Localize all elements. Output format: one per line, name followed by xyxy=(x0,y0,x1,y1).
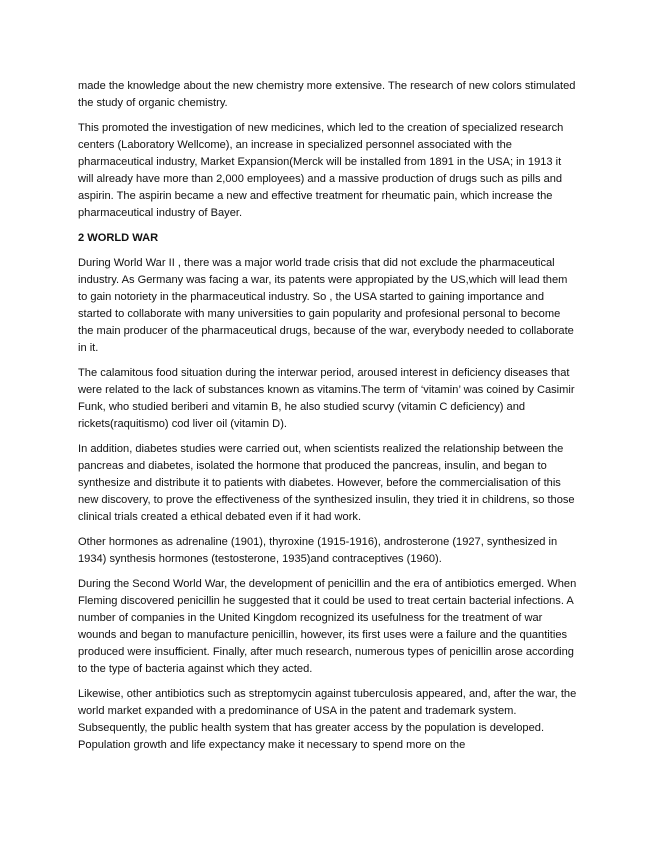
paragraph-diabetes-insulin: In addition, diabetes studies were carried out, when scientists realized the relationship between the pancreas and diabetes, isolated the hormone that produced the pancreas, insulin, and began to synthesize and distribute it to patients with diabetes. However, before the commercialisation of this new discovery, to prove the effectiveness of the synthesized insulin, they tried it in childrens, so those clinical trials created a ethical debated even if it had work. xyxy=(78,443,575,523)
paragraph-medicines-research: This promoted the investigation of new medicines, which led to the creation of specialized research centers (Laboratory Wellcome), an increase in specialized personnel associated with the pharmaceutical industry, Market Expansion(Merck will be installed from 1891 in the USA; in 1913 it will already have more than 2,000 employees) and a massive production of drugs such as pills and aspirin. The aspirin became a new and effective treatment for rheumatic pain, which increase the pharmaceutical industry of Bayer. xyxy=(78,122,564,219)
paragraph-other-hormones: Other hormones as adrenaline (1901), thyroxine (1915-1916), androsterone (1927, synthesized in 1934) synthesis hormones (testosterone, 1935)and contraceptives (1960). xyxy=(78,536,558,565)
section-heading-world-war: 2 WORLD WAR xyxy=(78,232,159,244)
paragraph-antibiotics-market: Likewise, other antibiotics such as streptomycin against tuberculosis appeared, and, after the war, the world market expanded with a predominance of USA in the patent and trademark system. Subsequently, the public health system that has greater access by the population is developed. Population growth and life expectancy make it necessary to spend more on the xyxy=(78,688,577,751)
paragraph-chemistry-colors: made the knowledge about the new chemistry more extensive. The research of new colors stimulated the study of organic chemistry. xyxy=(78,80,576,109)
paragraph-world-war-ii: During World War II , there was a major world trade crisis that did not exclude the pharmaceutical industry. As Germany was facing a war, its patents were appropiated by the US,which will lead them to gain notoriety in the pharmaceutical industry. So , the USA started to gaining importance and started to collaborate with many universities to gain popularity and profesional personal to become the main producer of the pharmaceutical drugs, because of the war, everybody needed to collaborate in it. xyxy=(78,257,574,354)
paragraph-penicillin: During the Second World War, the development of penicillin and the era of antibiotics emerged. When Fleming discovered penicillin he suggested that it could be used to treat certain bacterial infections. A number of companies in the United Kingdom recognized its usefulness for the treatment of war wounds and began to manufacture penicillin, however, its first uses were a failure and the quantities produced were insufficient. Finally, after much research, numerous types of penicillin arose according to the type of bacteria against which they acted. xyxy=(78,578,577,675)
document-page xyxy=(78,78,578,762)
paragraph-vitamins: The calamitous food situation during the interwar period, aroused interest in deficiency diseases that were related to the lack of substances known as vitamins.The term of ‘vitamin’ was coined by Casimir Funk, who studied beriberi and vitamin B, he also studied scurvy (vitamin C deficiency) and rickets(raquitismo) cod liver oil (vitamin D). xyxy=(78,367,575,430)
